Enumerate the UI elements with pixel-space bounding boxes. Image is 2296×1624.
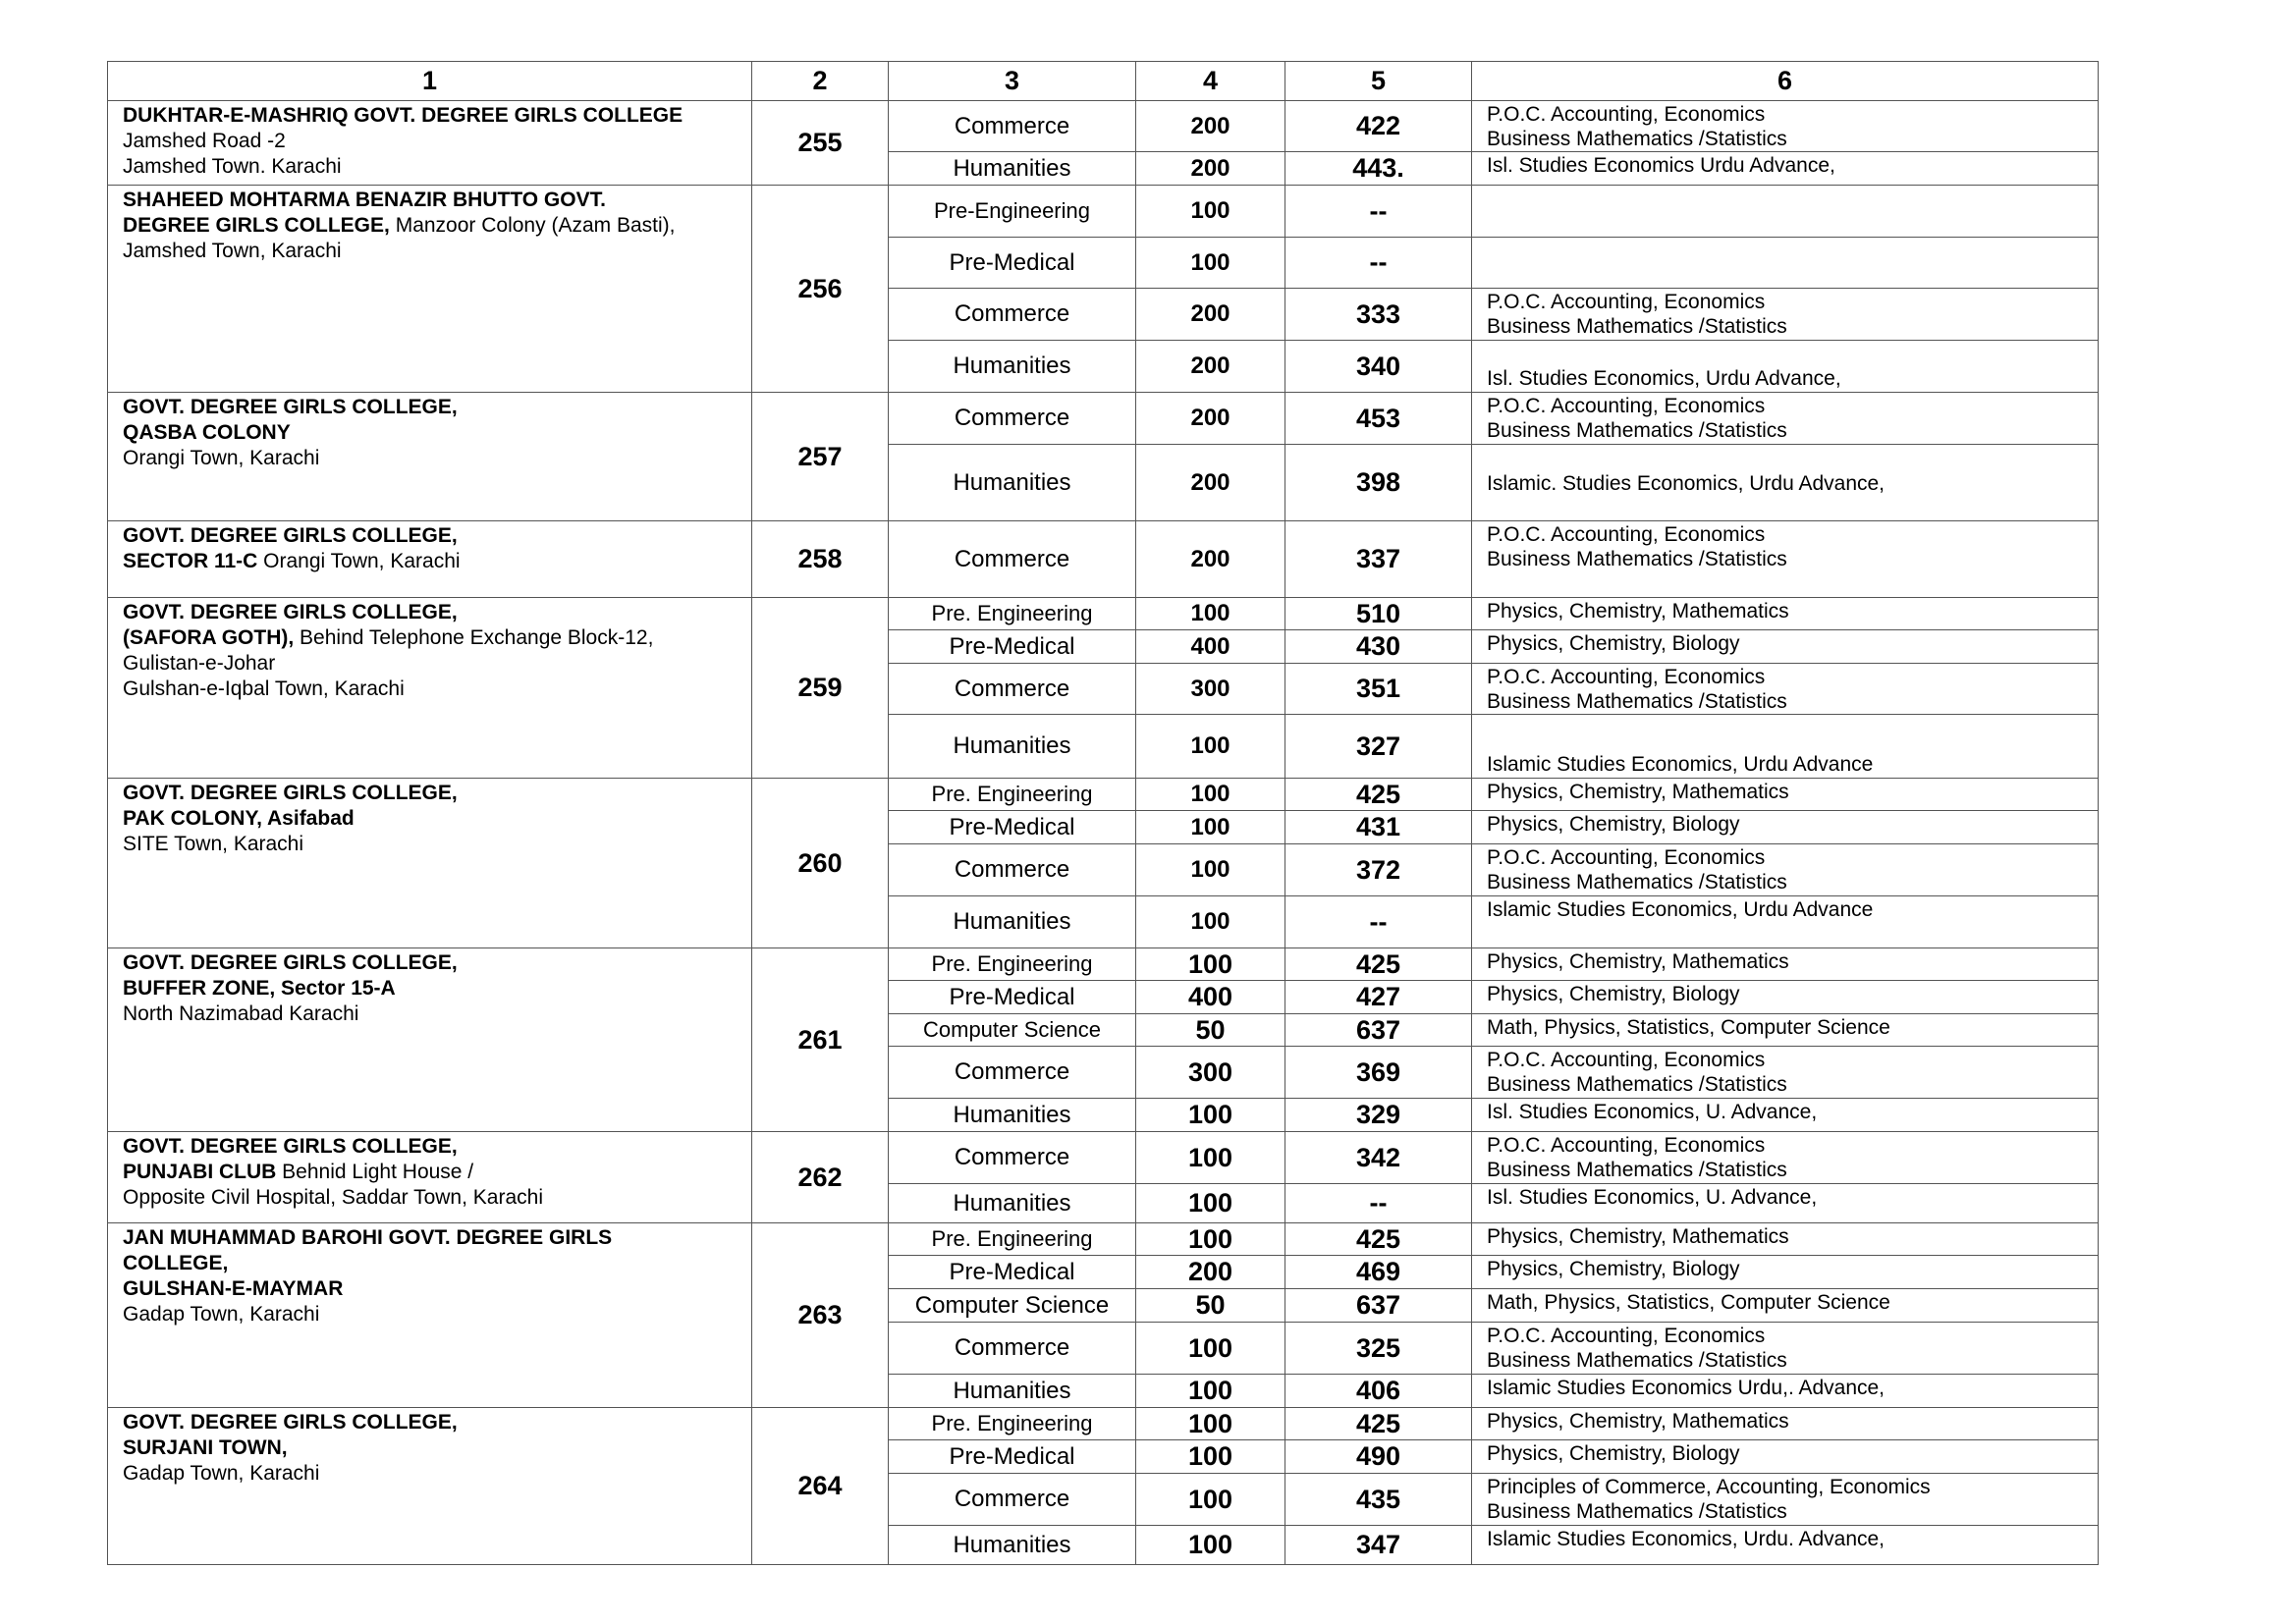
- college-info-cell: [108, 186, 752, 393]
- group-cell: Humanities: [889, 1184, 1136, 1223]
- merit-cell: 340: [1285, 341, 1472, 393]
- subjects-cell: [1472, 1047, 2099, 1099]
- college-code-cell: 257: [752, 393, 889, 521]
- college-code-cell: 260: [752, 779, 889, 948]
- group-cell: Commerce: [889, 1323, 1136, 1375]
- college-info-line: [123, 651, 743, 677]
- subjects-cell: [1472, 152, 2099, 186]
- group-cell: Commerce: [889, 1474, 1136, 1526]
- college-name-bold: PAK COLONY, Asifabad: [123, 807, 355, 830]
- group-cell: Pre. Engineering: [889, 1223, 1136, 1256]
- group-cell: Pre. Engineering: [889, 948, 1136, 981]
- subjects-cell: [1472, 844, 2099, 896]
- college-info-line: [123, 1461, 743, 1487]
- college-info-line: [123, 213, 743, 239]
- college-info-line: [123, 1435, 743, 1461]
- merit-cell: 637: [1285, 1289, 1472, 1323]
- subject-line: Business Mathematics /Statistics: [1487, 128, 1787, 150]
- college-name-bold: GULSHAN-E-MAYMAR: [123, 1277, 344, 1300]
- college-name-bold: JAN MUHAMMAD BAROHI GOVT. DEGREE GIRLS: [123, 1226, 613, 1249]
- college-code-cell: 256: [752, 186, 889, 393]
- subject-line: Isl. Studies Economics Urdu Advance,: [1487, 154, 1835, 177]
- subjects-cell: [1472, 1440, 2099, 1474]
- group-cell: Pre-Medical: [889, 981, 1136, 1014]
- subject-line: Physics, Chemistry, Mathematics: [1487, 1410, 1789, 1433]
- merit-cell: --: [1285, 1184, 1472, 1223]
- merit-cell: 431: [1285, 811, 1472, 844]
- merit-list-table: [107, 61, 2099, 1565]
- header-col-6: 6: [1472, 62, 2099, 101]
- subjects-cell: [1472, 811, 2099, 844]
- college-info-line: [123, 446, 743, 471]
- group-cell: Humanities: [889, 1526, 1136, 1565]
- group-cell: Humanities: [889, 341, 1136, 393]
- college-name-bold: (SAFORA GOTH),: [123, 626, 295, 649]
- college-info-line: [123, 600, 743, 625]
- seats-cell: 100: [1136, 1223, 1285, 1256]
- college-code-cell: 262: [752, 1132, 889, 1223]
- seats-cell: 300: [1136, 664, 1285, 715]
- group-cell: Commerce: [889, 844, 1136, 896]
- seats-cell: 100: [1136, 896, 1285, 948]
- college-info-line: [123, 549, 743, 574]
- seats-cell: 100: [1136, 1132, 1285, 1184]
- college-info-cell: [108, 1408, 752, 1565]
- subjects-cell: [1472, 1289, 2099, 1323]
- seats-cell: 100: [1136, 1474, 1285, 1526]
- group-cell: Pre-Medical: [889, 1440, 1136, 1474]
- subjects-cell: [1472, 1132, 2099, 1184]
- header-col-2: 2: [752, 62, 889, 101]
- college-name-bold: SURJANI TOWN,: [123, 1436, 288, 1459]
- merit-cell: 427: [1285, 981, 1472, 1014]
- subjects-cell: [1472, 1526, 2099, 1565]
- seats-cell: 50: [1136, 1014, 1285, 1047]
- table-row: [108, 521, 2099, 598]
- college-address-text: Opposite Civil Hospital, Saddar Town, Karachi: [123, 1186, 543, 1209]
- college-info-line: [123, 625, 743, 651]
- college-info-line: [123, 976, 743, 1001]
- seats-cell: 100: [1136, 1375, 1285, 1408]
- seats-cell: 200: [1136, 101, 1285, 152]
- group-cell: Humanities: [889, 152, 1136, 186]
- subject-line: Islamic Studies Economics, Urdu Advance: [1487, 753, 1874, 776]
- subjects-cell: [1472, 715, 2099, 779]
- merit-cell: 398: [1285, 445, 1472, 521]
- college-info-line: [123, 239, 743, 264]
- group-cell: Pre. Engineering: [889, 598, 1136, 630]
- college-code-cell: 258: [752, 521, 889, 598]
- subjects-cell: [1472, 779, 2099, 811]
- subject-line: Math, Physics, Statistics, Computer Science: [1487, 1291, 1890, 1314]
- subjects-cell: [1472, 1223, 2099, 1256]
- subjects-cell: [1472, 630, 2099, 664]
- merit-cell: 337: [1285, 521, 1472, 598]
- merit-cell: 430: [1285, 630, 1472, 664]
- seats-cell: 400: [1136, 630, 1285, 664]
- table-row: [108, 1408, 2099, 1440]
- college-address-text: North Nazimabad Karachi: [123, 1002, 359, 1025]
- subject-line: P.O.C. Accounting, Economics: [1487, 103, 1766, 126]
- subject-line: Physics, Chemistry, Mathematics: [1487, 1225, 1789, 1248]
- subject-line: Business Mathematics /Statistics: [1487, 548, 1787, 570]
- subjects-cell: [1472, 664, 2099, 715]
- subject-line: P.O.C. Accounting, Economics: [1487, 666, 1766, 688]
- seats-cell: 200: [1136, 341, 1285, 393]
- college-address-text: Gulshan-e-Iqbal Town, Karachi: [123, 677, 405, 700]
- college-name-bold: GOVT. DEGREE GIRLS COLLEGE,: [123, 782, 458, 804]
- merit-cell: 325: [1285, 1323, 1472, 1375]
- subject-line: Business Mathematics /Statistics: [1487, 1073, 1787, 1096]
- subjects-cell: [1472, 1014, 2099, 1047]
- merit-cell: 435: [1285, 1474, 1472, 1526]
- group-cell: Computer Science: [889, 1289, 1136, 1323]
- college-info-cell: [108, 1132, 752, 1223]
- subject-line: Math, Physics, Statistics, Computer Science: [1487, 1016, 1890, 1039]
- college-info-cell: [108, 598, 752, 779]
- subject-line: Physics, Chemistry, Biology: [1487, 813, 1740, 836]
- merit-cell: 510: [1285, 598, 1472, 630]
- table-row: [108, 779, 2099, 811]
- college-info-cell: [108, 779, 752, 948]
- merit-cell: 425: [1285, 948, 1472, 981]
- subjects-cell: [1472, 598, 2099, 630]
- college-info-line: [123, 188, 743, 213]
- merit-cell: 372: [1285, 844, 1472, 896]
- group-cell: Pre. Engineering: [889, 1408, 1136, 1440]
- subject-line: P.O.C. Accounting, Economics: [1487, 523, 1766, 546]
- subjects-cell: [1472, 1256, 2099, 1289]
- college-info-line: [123, 1160, 743, 1185]
- college-name-bold: DEGREE GIRLS COLLEGE,: [123, 214, 390, 237]
- college-info-line: [123, 420, 743, 446]
- merit-cell: 327: [1285, 715, 1472, 779]
- seats-cell: 300: [1136, 1047, 1285, 1099]
- seats-cell: 100: [1136, 948, 1285, 981]
- subjects-cell: [1472, 1375, 2099, 1408]
- college-info-line: [123, 1410, 743, 1435]
- merit-cell: 443.: [1285, 152, 1472, 186]
- table-row: [108, 101, 2099, 152]
- subject-line: Business Mathematics /Statistics: [1487, 419, 1787, 442]
- header-col-1: 1: [108, 62, 752, 101]
- college-info-line: [123, 781, 743, 806]
- group-cell: Humanities: [889, 1099, 1136, 1132]
- college-name-bold: GOVT. DEGREE GIRLS COLLEGE,: [123, 524, 458, 547]
- group-cell: Humanities: [889, 715, 1136, 779]
- header-col-4: 4: [1136, 62, 1285, 101]
- seats-cell: 100: [1136, 715, 1285, 779]
- subject-line: Physics, Chemistry, Biology: [1487, 1258, 1740, 1280]
- subject-line: Isl. Studies Economics, Urdu Advance,: [1487, 367, 1841, 390]
- table-row: [108, 393, 2099, 445]
- merit-cell: 425: [1285, 1408, 1472, 1440]
- header-row: [108, 62, 2099, 101]
- college-info-line: [123, 832, 743, 857]
- college-name-bold: SHAHEED MOHTARMA BENAZIR BHUTTO GOVT.: [123, 189, 606, 211]
- table-row: [108, 598, 2099, 630]
- merit-cell: 333: [1285, 289, 1472, 341]
- group-cell: Computer Science: [889, 1014, 1136, 1047]
- college-info-line: [123, 1276, 743, 1302]
- subjects-cell: [1472, 1408, 2099, 1440]
- group-cell: Commerce: [889, 521, 1136, 598]
- subject-line: Isl. Studies Economics, U. Advance,: [1487, 1101, 1818, 1123]
- college-address-text: Gadap Town, Karachi: [123, 1303, 320, 1326]
- college-info-line: [123, 1251, 743, 1276]
- group-cell: Humanities: [889, 896, 1136, 948]
- college-address-text: Gulistan-e-Johar: [123, 652, 276, 675]
- college-name-bold: COLLEGE,: [123, 1252, 229, 1274]
- college-info-cell: [108, 101, 752, 186]
- table-body: [108, 101, 2099, 1565]
- college-info-line: [123, 154, 743, 180]
- merit-cell: 425: [1285, 1223, 1472, 1256]
- college-name-bold: PUNJABI CLUB: [123, 1161, 277, 1183]
- college-code-cell: 261: [752, 948, 889, 1132]
- group-cell: Commerce: [889, 1132, 1136, 1184]
- subject-line: Physics, Chemistry, Mathematics: [1487, 600, 1789, 623]
- merit-cell: 329: [1285, 1099, 1472, 1132]
- seats-cell: 200: [1136, 393, 1285, 445]
- seats-cell: 50: [1136, 1289, 1285, 1323]
- college-info-line: [123, 1134, 743, 1160]
- seats-cell: 100: [1136, 186, 1285, 238]
- college-info-line: [123, 1225, 743, 1251]
- college-name-bold: DUKHTAR-E-MASHRIQ GOVT. DEGREE GIRLS COLLEGE: [123, 104, 683, 127]
- subject-line: Islamic Studies Economics, Urdu Advance: [1487, 898, 1874, 921]
- group-cell: Pre-Engineering: [889, 186, 1136, 238]
- subject-line: Business Mathematics /Statistics: [1487, 315, 1787, 338]
- merit-cell: 422: [1285, 101, 1472, 152]
- group-cell: Pre. Engineering: [889, 779, 1136, 811]
- merit-cell: 369: [1285, 1047, 1472, 1099]
- group-cell: Humanities: [889, 445, 1136, 521]
- subjects-cell: [1472, 238, 2099, 289]
- college-name-bold: GOVT. DEGREE GIRLS COLLEGE,: [123, 396, 458, 418]
- seats-cell: 100: [1136, 1323, 1285, 1375]
- seats-cell: 100: [1136, 1184, 1285, 1223]
- table-row: [108, 1223, 2099, 1256]
- college-address-text: Behind Telephone Exchange Block-12,: [294, 626, 654, 649]
- college-code-cell: 263: [752, 1223, 889, 1408]
- subjects-cell: [1472, 1323, 2099, 1375]
- subjects-cell: [1472, 1184, 2099, 1223]
- subjects-cell: [1472, 1474, 2099, 1526]
- college-info-line: [123, 129, 743, 154]
- seats-cell: 100: [1136, 844, 1285, 896]
- subject-line: P.O.C. Accounting, Economics: [1487, 1134, 1766, 1157]
- merit-cell: 637: [1285, 1014, 1472, 1047]
- college-address-text: Jamshed Town, Karachi: [123, 240, 342, 262]
- college-name-bold: QASBA COLONY: [123, 421, 291, 444]
- group-cell: Commerce: [889, 101, 1136, 152]
- merit-cell: 342: [1285, 1132, 1472, 1184]
- college-info-cell: [108, 521, 752, 598]
- college-address-text: SITE Town, Karachi: [123, 833, 304, 855]
- college-name-bold: SECTOR 11-C: [123, 550, 258, 572]
- college-address-text: Gadap Town, Karachi: [123, 1462, 320, 1485]
- group-cell: Commerce: [889, 664, 1136, 715]
- seats-cell: 100: [1136, 598, 1285, 630]
- merit-cell: --: [1285, 896, 1472, 948]
- group-cell: Pre-Medical: [889, 238, 1136, 289]
- subject-line: Physics, Chemistry, Biology: [1487, 632, 1740, 655]
- merit-cell: 406: [1285, 1375, 1472, 1408]
- subject-line: P.O.C. Accounting, Economics: [1487, 1325, 1766, 1347]
- seats-cell: 200: [1136, 1256, 1285, 1289]
- college-name-bold: GOVT. DEGREE GIRLS COLLEGE,: [123, 601, 458, 623]
- subject-line: Physics, Chemistry, Mathematics: [1487, 950, 1789, 973]
- seats-cell: 100: [1136, 1099, 1285, 1132]
- college-name-bold: GOVT. DEGREE GIRLS COLLEGE,: [123, 1411, 458, 1434]
- college-name-bold: GOVT. DEGREE GIRLS COLLEGE,: [123, 951, 458, 974]
- college-name-bold: GOVT. DEGREE GIRLS COLLEGE,: [123, 1135, 458, 1158]
- subjects-cell: [1472, 1099, 2099, 1132]
- subjects-cell: [1472, 341, 2099, 393]
- subject-line: P.O.C. Accounting, Economics: [1487, 846, 1766, 869]
- subjects-cell: [1472, 445, 2099, 521]
- subjects-cell: [1472, 981, 2099, 1014]
- seats-cell: 200: [1136, 152, 1285, 186]
- seats-cell: 200: [1136, 289, 1285, 341]
- table-row: [108, 186, 2099, 238]
- subject-line: Business Mathematics /Statistics: [1487, 1500, 1787, 1523]
- seats-cell: 100: [1136, 1440, 1285, 1474]
- subject-line: Islamic Studies Economics, Urdu. Advance,: [1487, 1528, 1886, 1550]
- college-info-line: [123, 523, 743, 549]
- seats-cell: 200: [1136, 521, 1285, 598]
- merit-cell: 490: [1285, 1440, 1472, 1474]
- merit-cell: --: [1285, 238, 1472, 289]
- subject-line: P.O.C. Accounting, Economics: [1487, 395, 1766, 417]
- merit-cell: 351: [1285, 664, 1472, 715]
- merit-cell: 425: [1285, 779, 1472, 811]
- college-address-text: Behnid Light House /: [276, 1161, 474, 1183]
- subject-line: Physics, Chemistry, Mathematics: [1487, 781, 1789, 803]
- subject-line: Business Mathematics /Statistics: [1487, 690, 1787, 713]
- seats-cell: 400: [1136, 981, 1285, 1014]
- seats-cell: 200: [1136, 445, 1285, 521]
- college-address-text: Manzoor Colony (Azam Basti),: [389, 214, 676, 237]
- group-cell: Commerce: [889, 289, 1136, 341]
- subjects-cell: [1472, 289, 2099, 341]
- subject-line: Islamic. Studies Economics, Urdu Advance,: [1487, 471, 1886, 495]
- subject-line: Isl. Studies Economics, U. Advance,: [1487, 1186, 1818, 1209]
- college-info-line: [123, 950, 743, 976]
- college-info-line: [123, 103, 743, 129]
- seats-cell: 100: [1136, 779, 1285, 811]
- college-info-line: [123, 806, 743, 832]
- merit-cell: 347: [1285, 1526, 1472, 1565]
- subjects-cell: [1472, 393, 2099, 445]
- college-code-cell: 259: [752, 598, 889, 779]
- college-info-cell: [108, 1223, 752, 1408]
- group-cell: Commerce: [889, 1047, 1136, 1099]
- header-col-3: 3: [889, 62, 1136, 101]
- subjects-cell: [1472, 521, 2099, 598]
- seats-cell: 100: [1136, 1408, 1285, 1440]
- seats-cell: 100: [1136, 1526, 1285, 1565]
- subjects-cell: [1472, 948, 2099, 981]
- subject-line: Islamic Studies Economics Urdu,. Advance,: [1487, 1377, 1886, 1399]
- college-address-text: Jamshed Road -2: [123, 130, 286, 152]
- college-info-line: [123, 1185, 743, 1211]
- college-info-line: [123, 395, 743, 420]
- college-info-line: [123, 1302, 743, 1327]
- subject-line: Physics, Chemistry, Biology: [1487, 1442, 1740, 1465]
- merit-cell: --: [1285, 186, 1472, 238]
- group-cell: Humanities: [889, 1375, 1136, 1408]
- merit-cell: 469: [1285, 1256, 1472, 1289]
- header-col-5: 5: [1285, 62, 1472, 101]
- college-name-bold: BUFFER ZONE, Sector 15-A: [123, 977, 396, 1000]
- college-info-cell: [108, 393, 752, 521]
- subject-line: Physics, Chemistry, Biology: [1487, 983, 1740, 1005]
- subject-line: P.O.C. Accounting, Economics: [1487, 291, 1766, 313]
- college-info-cell: [108, 948, 752, 1132]
- subject-line: P.O.C. Accounting, Economics: [1487, 1049, 1766, 1071]
- subject-line: Business Mathematics /Statistics: [1487, 1159, 1787, 1181]
- table-row: [108, 1132, 2099, 1184]
- subject-line: Business Mathematics /Statistics: [1487, 871, 1787, 893]
- group-cell: Pre-Medical: [889, 1256, 1136, 1289]
- college-address-text: Orangi Town, Karachi: [257, 550, 461, 572]
- subjects-cell: [1472, 101, 2099, 152]
- subjects-cell: [1472, 186, 2099, 238]
- subjects-cell: [1472, 896, 2099, 948]
- college-address-text: Orangi Town, Karachi: [123, 447, 320, 469]
- subject-line: Principles of Commerce, Accounting, Economics: [1487, 1476, 1931, 1498]
- seats-cell: 100: [1136, 811, 1285, 844]
- group-cell: Pre-Medical: [889, 811, 1136, 844]
- college-address-text: Jamshed Town. Karachi: [123, 155, 342, 178]
- group-cell: Pre-Medical: [889, 630, 1136, 664]
- college-info-line: [123, 1001, 743, 1027]
- college-code-cell: 255: [752, 101, 889, 186]
- college-info-line: [123, 677, 743, 702]
- merit-cell: 453: [1285, 393, 1472, 445]
- seats-cell: 100: [1136, 238, 1285, 289]
- table-row: [108, 948, 2099, 981]
- college-code-cell: 264: [752, 1408, 889, 1565]
- subject-line: Business Mathematics /Statistics: [1487, 1349, 1787, 1372]
- group-cell: Commerce: [889, 393, 1136, 445]
